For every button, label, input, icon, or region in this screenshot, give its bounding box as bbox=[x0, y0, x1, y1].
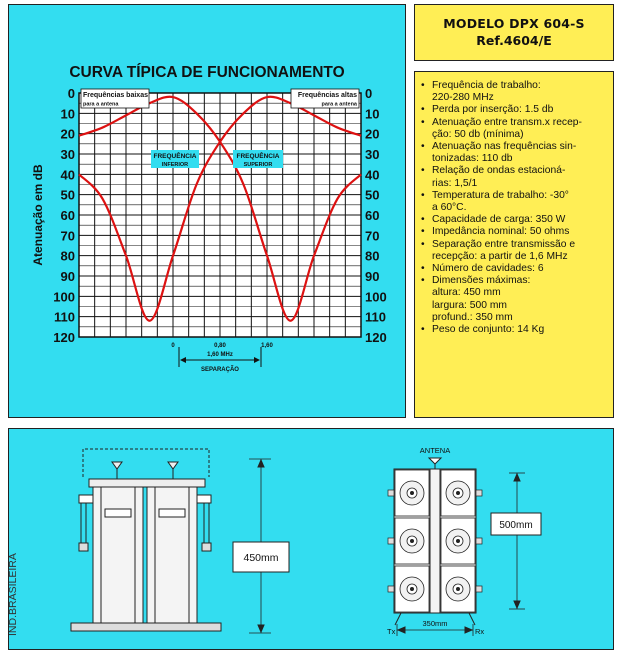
y-tick-label-left: 30 bbox=[60, 147, 75, 162]
y-tick-label-right: 50 bbox=[365, 187, 380, 203]
spec-line: rias: 1,5/1 bbox=[432, 177, 478, 189]
spec-item bbox=[421, 80, 607, 104]
y-tick-label-right: 110 bbox=[365, 309, 386, 325]
separation-value: 1,60 MHz bbox=[207, 352, 233, 358]
low-freq-box bbox=[81, 89, 149, 108]
spec-line: a 60°C. bbox=[432, 202, 467, 214]
tx-label: Tx bbox=[387, 627, 396, 636]
spec-line: • Impedância nominal: 50 ohms bbox=[432, 226, 570, 238]
y-tick-label-right: 0 bbox=[365, 86, 373, 101]
upper-frequency-subtext: SUPERIOR bbox=[243, 162, 273, 168]
spec-item bbox=[421, 324, 607, 336]
side-connector bbox=[388, 586, 394, 592]
y-tick-label-left: 90 bbox=[60, 269, 75, 284]
chart-panel bbox=[8, 4, 406, 418]
dimension-drawing bbox=[9, 429, 613, 649]
cavity-center bbox=[457, 492, 460, 495]
high-freq-box bbox=[291, 89, 359, 108]
y-tick-label-right: 90 bbox=[365, 269, 380, 284]
y-tick-label-right: 30 bbox=[365, 147, 380, 162]
y-tick-label-left: 10 bbox=[60, 106, 75, 122]
y-tick-label-left: 50 bbox=[60, 187, 75, 203]
spec-item bbox=[421, 214, 607, 226]
width-label: 500mm bbox=[499, 520, 533, 531]
y-tick-label-right: 40 bbox=[365, 167, 380, 183]
model-title: MODELO DPX 604-S bbox=[443, 16, 585, 31]
lower-frequency-text: FREQUÊNCIA bbox=[153, 153, 197, 160]
chart-title: CURVA TÍPICA DE FUNCIONAMENTO bbox=[69, 64, 345, 81]
separation-marker bbox=[179, 347, 261, 373]
y-tick-label-left: 20 bbox=[60, 126, 75, 142]
y-tick-label-right: 60 bbox=[365, 208, 380, 223]
spec-line: • Separação entre transmissão e bbox=[432, 238, 576, 250]
y-tick-label-left: 80 bbox=[60, 248, 75, 264]
spec-item bbox=[421, 104, 607, 116]
y-tick-label-right: 70 bbox=[365, 228, 380, 244]
y-tick-label-left: 120 bbox=[53, 330, 75, 345]
spec-line: • Relação de ondas estacioná- bbox=[432, 165, 566, 177]
y-tick-label-left: 110 bbox=[54, 309, 75, 325]
specifications-panel bbox=[414, 71, 614, 418]
upper-frequency-text: FREQUÊNCIA bbox=[236, 153, 280, 160]
spec-line: ção: 50 db (mínima) bbox=[432, 128, 524, 140]
cavity-center bbox=[457, 540, 460, 543]
spec-line: • Atenuação entre transm.x recep- bbox=[432, 116, 582, 128]
upper-frequency-label bbox=[233, 150, 283, 168]
high-freq-line2: para a antena bbox=[321, 101, 357, 108]
model-title-panel bbox=[414, 4, 614, 61]
depth-label: 350mm bbox=[422, 619, 448, 628]
height-label: 450mm bbox=[243, 552, 279, 564]
separation-label: SEPARAÇÃO bbox=[201, 367, 239, 373]
spec-line: • Atenuação nas frequências sin- bbox=[432, 141, 577, 153]
y-tick-label-left: 40 bbox=[60, 167, 75, 183]
specifications-list bbox=[415, 72, 613, 336]
side-connector bbox=[388, 490, 394, 496]
front-view-drawing bbox=[71, 449, 271, 633]
spec-line: • Capacidade de carga: 350 W bbox=[432, 214, 566, 226]
side-caption bbox=[2, 540, 22, 640]
spec-line: • Número de cavidades: 6 bbox=[432, 263, 544, 275]
attenuation-chart bbox=[9, 5, 405, 417]
y-tick-label-left: 60 bbox=[60, 208, 75, 223]
y-tick-label-right: 20 bbox=[365, 126, 380, 142]
y-axis-label: Atenuação em dB bbox=[31, 164, 45, 266]
spec-item bbox=[421, 226, 607, 238]
y-tick-label-right: 100 bbox=[365, 289, 387, 305]
spec-line: • Frequência de trabalho: bbox=[432, 80, 541, 91]
x-tick-label: 1,60 bbox=[261, 343, 273, 349]
spec-item bbox=[421, 275, 607, 324]
side-connector bbox=[476, 490, 482, 496]
spec-item bbox=[421, 165, 607, 189]
spec-line: • Dimensões máximas: bbox=[432, 275, 531, 287]
spec-line: largura: 500 mm bbox=[432, 299, 507, 311]
spec-line: altura: 450 mm bbox=[432, 287, 501, 299]
spec-item bbox=[421, 141, 607, 165]
lower-frequency-subtext: INFERIOR bbox=[161, 162, 189, 168]
x-tick-label: 0,80 bbox=[214, 343, 226, 349]
cavity-center bbox=[411, 588, 414, 591]
spec-item bbox=[421, 117, 607, 141]
spec-item bbox=[421, 263, 607, 275]
y-tick-label-left: 70 bbox=[60, 228, 75, 244]
top-view-drawing bbox=[388, 458, 525, 636]
cavity-center bbox=[457, 588, 460, 591]
low-freq-line1: Frequências baixas bbox=[83, 92, 148, 99]
technical-drawing-panel bbox=[8, 428, 614, 650]
y-tick-label-right: 120 bbox=[365, 330, 387, 345]
side-connector bbox=[476, 586, 482, 592]
x-tick-label: 0 bbox=[171, 343, 175, 349]
lower-frequency-label bbox=[151, 150, 199, 168]
y-tick-label-right: 80 bbox=[365, 248, 380, 264]
y-tick-label-left: 100 bbox=[53, 289, 75, 305]
spec-line: • Temperatura de trabalho: -30° bbox=[432, 189, 569, 201]
cavity-center bbox=[411, 492, 414, 495]
spec-line: • Perda por inserção: 1.5 db bbox=[432, 104, 554, 116]
spec-line: tonizadas: 110 db bbox=[432, 153, 513, 165]
high-freq-line1: Frequências altas bbox=[297, 92, 357, 99]
spec-item bbox=[421, 190, 607, 214]
plot-area bbox=[53, 86, 386, 349]
antenna-label: ANTENA bbox=[419, 446, 451, 455]
spec-line: • Peso de conjunto: 14 Kg bbox=[432, 324, 545, 336]
y-tick-label-right: 10 bbox=[365, 106, 380, 122]
spec-line: recepção: a partir de 1,6 MHz bbox=[432, 250, 568, 262]
industry-label: IND.BRASILEIRA bbox=[7, 553, 19, 636]
model-reference: Ref.4604/E bbox=[476, 33, 552, 48]
side-connector bbox=[476, 538, 482, 544]
y-tick-label-left: 0 bbox=[67, 86, 75, 101]
rx-label: Rx bbox=[475, 627, 485, 636]
cavity-center bbox=[411, 540, 414, 543]
spec-item bbox=[421, 239, 607, 263]
side-connector bbox=[388, 538, 394, 544]
spec-line: 220-280 MHz bbox=[432, 92, 494, 104]
spec-line: profund.: 350 mm bbox=[432, 311, 513, 323]
low-freq-line2: para a antena bbox=[83, 101, 119, 108]
